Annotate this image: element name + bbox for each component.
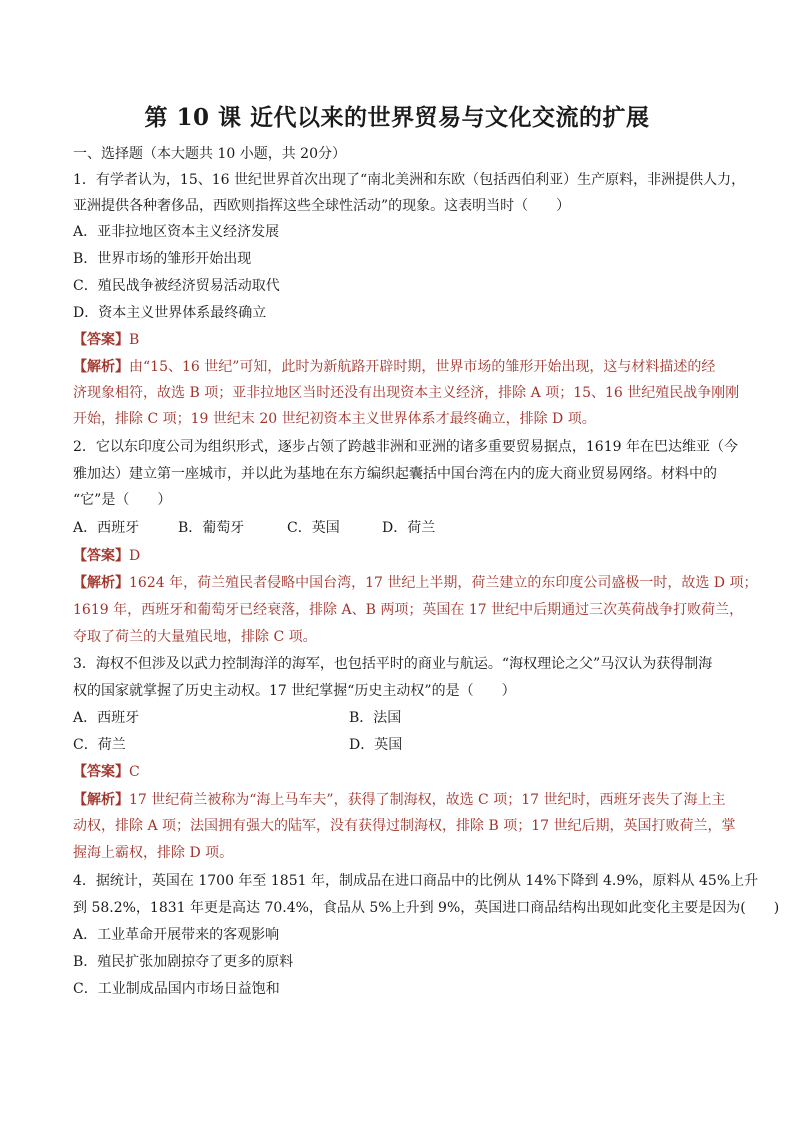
q2-option-c: C．英国 bbox=[287, 520, 340, 536]
q1-answer-value: B bbox=[129, 332, 140, 348]
q1-analysis-line3: 开始，排除 C 项；19 世纪末 20 世纪初资本主义世界体系才最终确立，排除 D 项。 bbox=[73, 411, 596, 427]
q1-option-b: B．世界市场的雏形开始出现 bbox=[73, 251, 252, 267]
q1-analysis-line2: 济现象相符，故选 B 项；亚非拉地区当时还没有出现资本主义经济，排除 A 项；15、16 世纪殖民战争刚刚 bbox=[73, 385, 740, 401]
analysis-tag: 【解析】 bbox=[73, 359, 129, 375]
q1-stem-line2: 亚洲提供各种奢侈品，西欧则指挥这些全球性活动”的现象。这表明当时（ ） bbox=[73, 198, 571, 214]
q3-answer-value: C bbox=[129, 764, 140, 780]
q3-stem-line1: 3．海权不但涉及以武力控制海洋的海军，也包括平时的商业与航运。“海权理论之父”马汉认为获得制海 bbox=[73, 656, 713, 672]
q2-option-d: D．荷兰 bbox=[382, 520, 436, 536]
q2-analysis-line3: 夺取了荷兰的大量殖民地，排除 C 项。 bbox=[73, 629, 317, 645]
q1-option-d: D．资本主义世界体系最终确立 bbox=[73, 305, 267, 321]
q4-stem-line2: 到 58.2%，1831 年更是高达 70.4%，食品从 5%上升到 9%，英国进口商品结构出现如此变化主要是因为( ) bbox=[73, 900, 780, 916]
q2-option-b: B．葡萄牙 bbox=[178, 520, 245, 536]
lesson-title: 第 10 课 近代以来的世界贸易与文化交流的扩展 bbox=[144, 104, 650, 131]
q1-answer bbox=[73, 330, 733, 350]
q2-answer-value: D bbox=[129, 548, 141, 564]
q3-options-row2 bbox=[73, 735, 733, 755]
q1-option-a: A．亚非拉地区资本主义经济发展 bbox=[73, 224, 280, 240]
q2-stem-line1: 2．它以东印度公司为组织形式，逐步占领了跨越非洲和亚洲的诸多重要贸易据点，1619 年在巴达维亚（今 bbox=[73, 439, 738, 455]
q3-option-b: B．法国 bbox=[349, 710, 402, 726]
answer-tag: 【答案】 bbox=[73, 548, 129, 564]
q3-analysis-line1 bbox=[73, 790, 733, 810]
q2-options-row bbox=[73, 518, 733, 538]
q4-stem-line1: 4．据统计，英国在 1700 年至 1851 年，制成品在进口商品中的比例从 14%下降到 4.9%，原料从 45%上升 bbox=[73, 873, 759, 889]
analysis-tag: 【解析】 bbox=[73, 575, 129, 591]
q3-answer bbox=[73, 762, 733, 782]
q1-analysis-text1: 由“15、16 世纪”可知，此时为新航路开辟时期，世界市场的雏形开始出现，这与材料描述的经 bbox=[129, 359, 716, 375]
q4-option-a: A．工业革命开展带来的客观影响 bbox=[73, 927, 280, 943]
q3-analysis-line2: 动权，排除 A 项；法国拥有强大的陆军，没有获得过制海权，排除 B 项；17 世纪后期，英国打败荷兰，掌 bbox=[73, 818, 736, 834]
q2-answer bbox=[73, 546, 733, 566]
q3-stem-line2: 权的国家就掌握了历史主动权。17 世纪掌握“历史主动权”的是（ ） bbox=[73, 683, 516, 699]
q4-option-b: B．殖民扩张加剧掠夺了更多的原料 bbox=[73, 954, 294, 970]
q2-stem-line2: 雅加达）建立第一座城市，并以此为基地在东方编织起囊括中国台湾在内的庞大商业贸易网络。材料中的 bbox=[73, 466, 717, 482]
q1-analysis-line1 bbox=[73, 357, 733, 377]
answer-tag: 【答案】 bbox=[73, 332, 129, 348]
answer-tag: 【答案】 bbox=[73, 764, 129, 780]
q3-options-row1 bbox=[73, 708, 733, 728]
q3-analysis-text1: 17 世纪荷兰被称为“海上马车夫”，获得了制海权，故选 C 项；17 世纪时，西班牙丧失了海上主 bbox=[129, 792, 726, 808]
q1-stem-line1: 1．有学者认为，15、16 世纪世界首次出现了“南北美洲和东欧（包括西伯利亚）生产原料，非洲提供人力， bbox=[73, 172, 746, 188]
q3-analysis-line3: 握海上霸权，排除 D 项。 bbox=[73, 845, 234, 861]
q3-option-a: A．西班牙 bbox=[73, 710, 140, 726]
q2-analysis-text1: 1624 年，荷兰殖民者侵略中国台湾，17 世纪上半期，荷兰建立的东印度公司盛极一时，故选 D 项； bbox=[129, 575, 758, 591]
q2-stem-line3: “它”是（ ） bbox=[73, 492, 172, 508]
q3-option-c: C．荷兰 bbox=[73, 737, 126, 753]
analysis-tag: 【解析】 bbox=[73, 792, 129, 808]
q4-option-c: C．工业制成品国内市场日益饱和 bbox=[73, 981, 280, 997]
section-header: 一、选择题（本大题共 10 小题，共 20分） bbox=[73, 146, 346, 162]
q2-analysis-line2: 1619 年，西班牙和葡萄牙已经衰落，排除 A、B 两项；英国在 17 世纪中后期通过三次英荷战争打败荷兰， bbox=[73, 602, 744, 618]
q2-option-a: A．西班牙 bbox=[73, 520, 140, 536]
q2-analysis-line1 bbox=[73, 573, 758, 593]
q1-option-c: C．殖民战争被经济贸易活动取代 bbox=[73, 278, 280, 294]
q3-option-d: D．英国 bbox=[349, 737, 403, 753]
